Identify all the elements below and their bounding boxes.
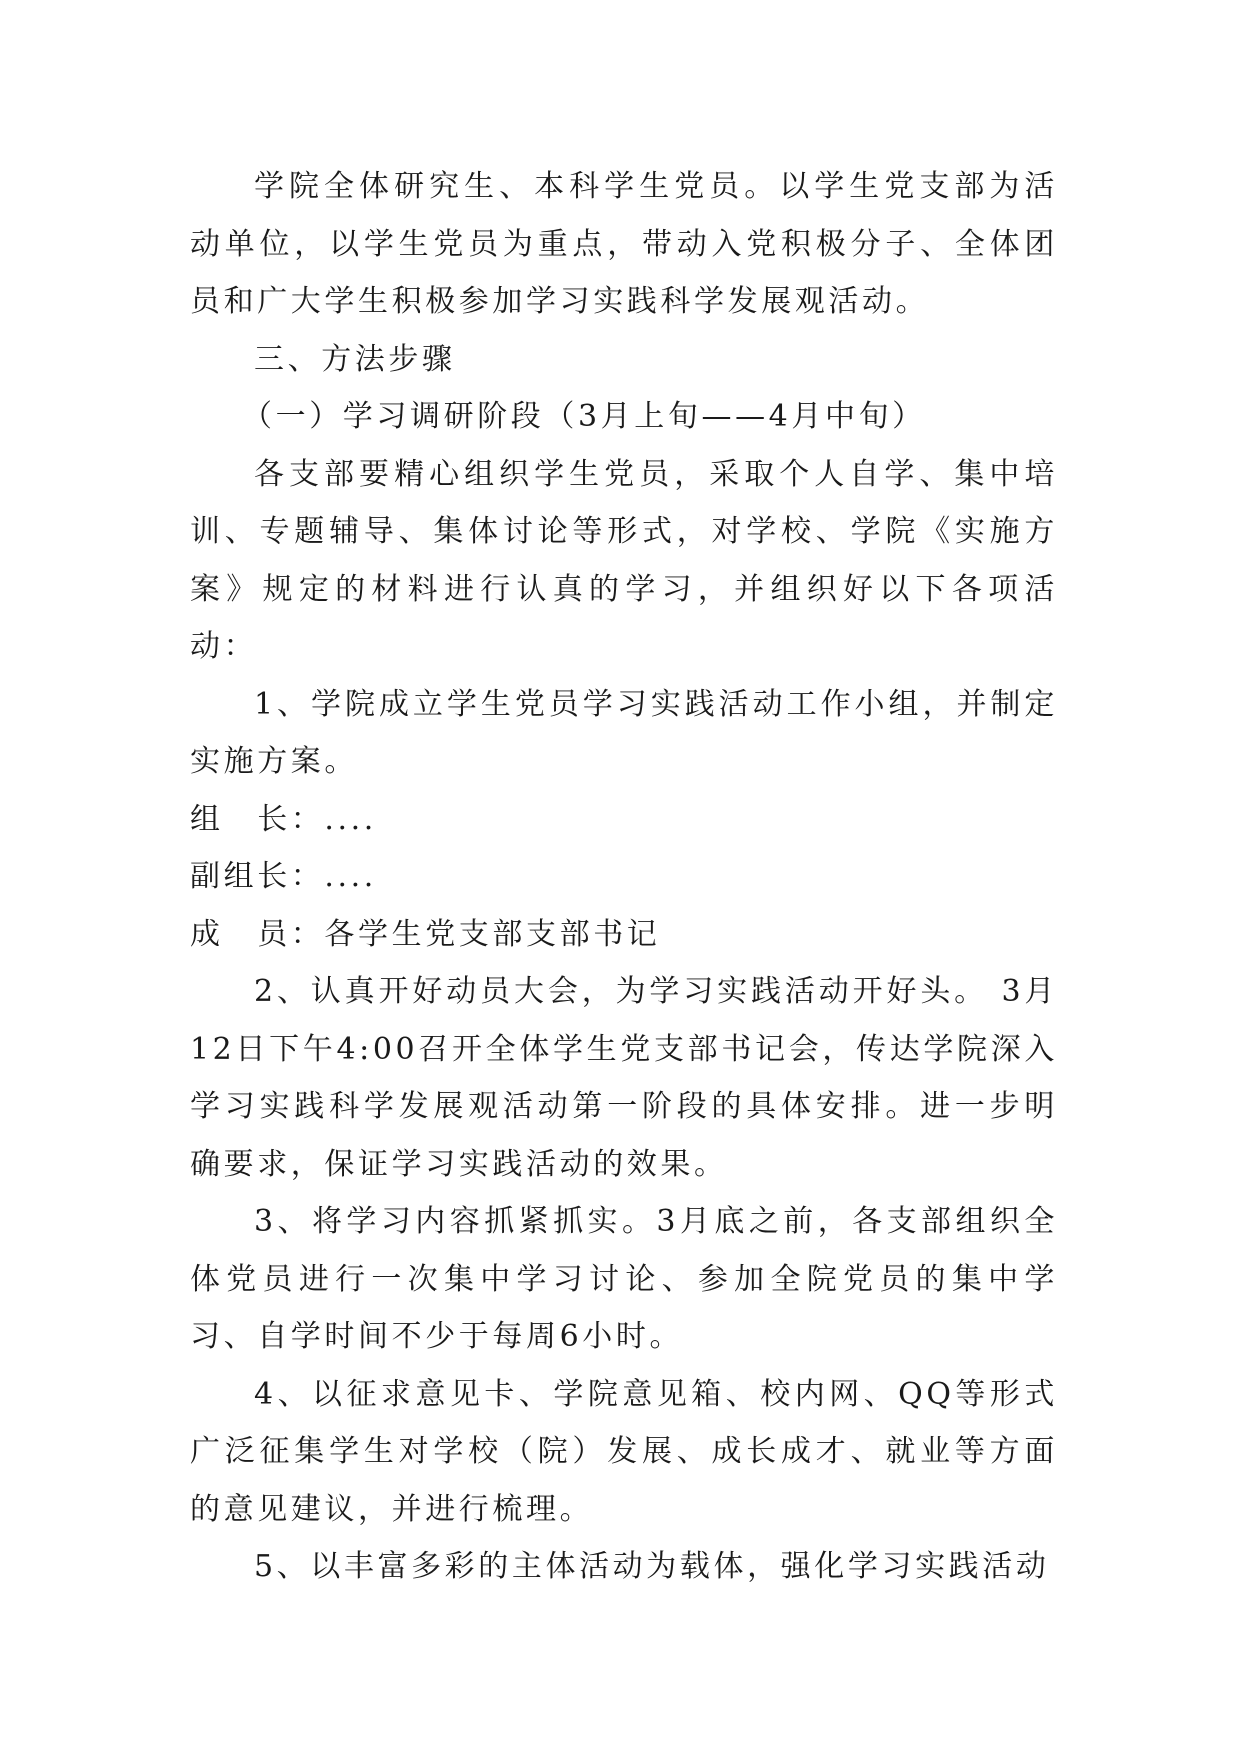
list-item-2: 2、认真开好动员大会，为学习实践活动开好头。 3月12日下午4:00召开全体学生党支部书记会，传达学院深入学习实践科学发展观活动第一阶段的具体安排。进一步明确要求，保证学习实践活动的效果。 xyxy=(190,974,1058,1182)
role-leader: 组 长：.... xyxy=(190,801,377,837)
subsection-heading-study-phase: （一）学习调研阶段（3月上旬——4月中旬） xyxy=(242,399,926,434)
section-heading-methods: 三、方法步骤 xyxy=(254,341,456,377)
role-members: 成 员：各学生党支部支部书记 xyxy=(190,916,661,952)
list-item-3: 3、将学习内容抓紧抓实。3月底之前，各支部组织全体党员进行一次集中学习讨论、参加全院党员的集中学习、自学时间不少于每周6小时。 xyxy=(190,1204,1058,1354)
list-item-4: 4、以征求意见卡、学院意见箱、校内网、QQ等形式广泛征集学生对学校（院）发展、成长成才、就业等方面的意见建议，并进行梳理。 xyxy=(190,1376,1058,1527)
list-item-5: 5、以丰富多彩的主体活动为载体，强化学习实践活动 xyxy=(254,1549,1050,1584)
paragraph-study-organization: 各支部要精心组织学生党员，采取个人自学、集中培训、专题辅导、集体讨论等形式，对学校、学院《实施方案》规定的材料进行认真的学习，并组织好以下各项活动： xyxy=(190,456,1058,664)
role-deputy-leader: 副组长：.... xyxy=(190,859,377,894)
list-item-1: 1、学院成立学生党员学习实践活动工作小组，并制定实施方案。 xyxy=(190,686,1058,779)
paragraph-scope: 学院全体研究生、本科学生党员。以学生党支部为活动单位，以学生党员为重点，带动入党积极分子、全体团员和广大学生积极参加学习实践科学发展观活动。 xyxy=(190,169,1058,319)
document-body xyxy=(190,158,1058,1596)
